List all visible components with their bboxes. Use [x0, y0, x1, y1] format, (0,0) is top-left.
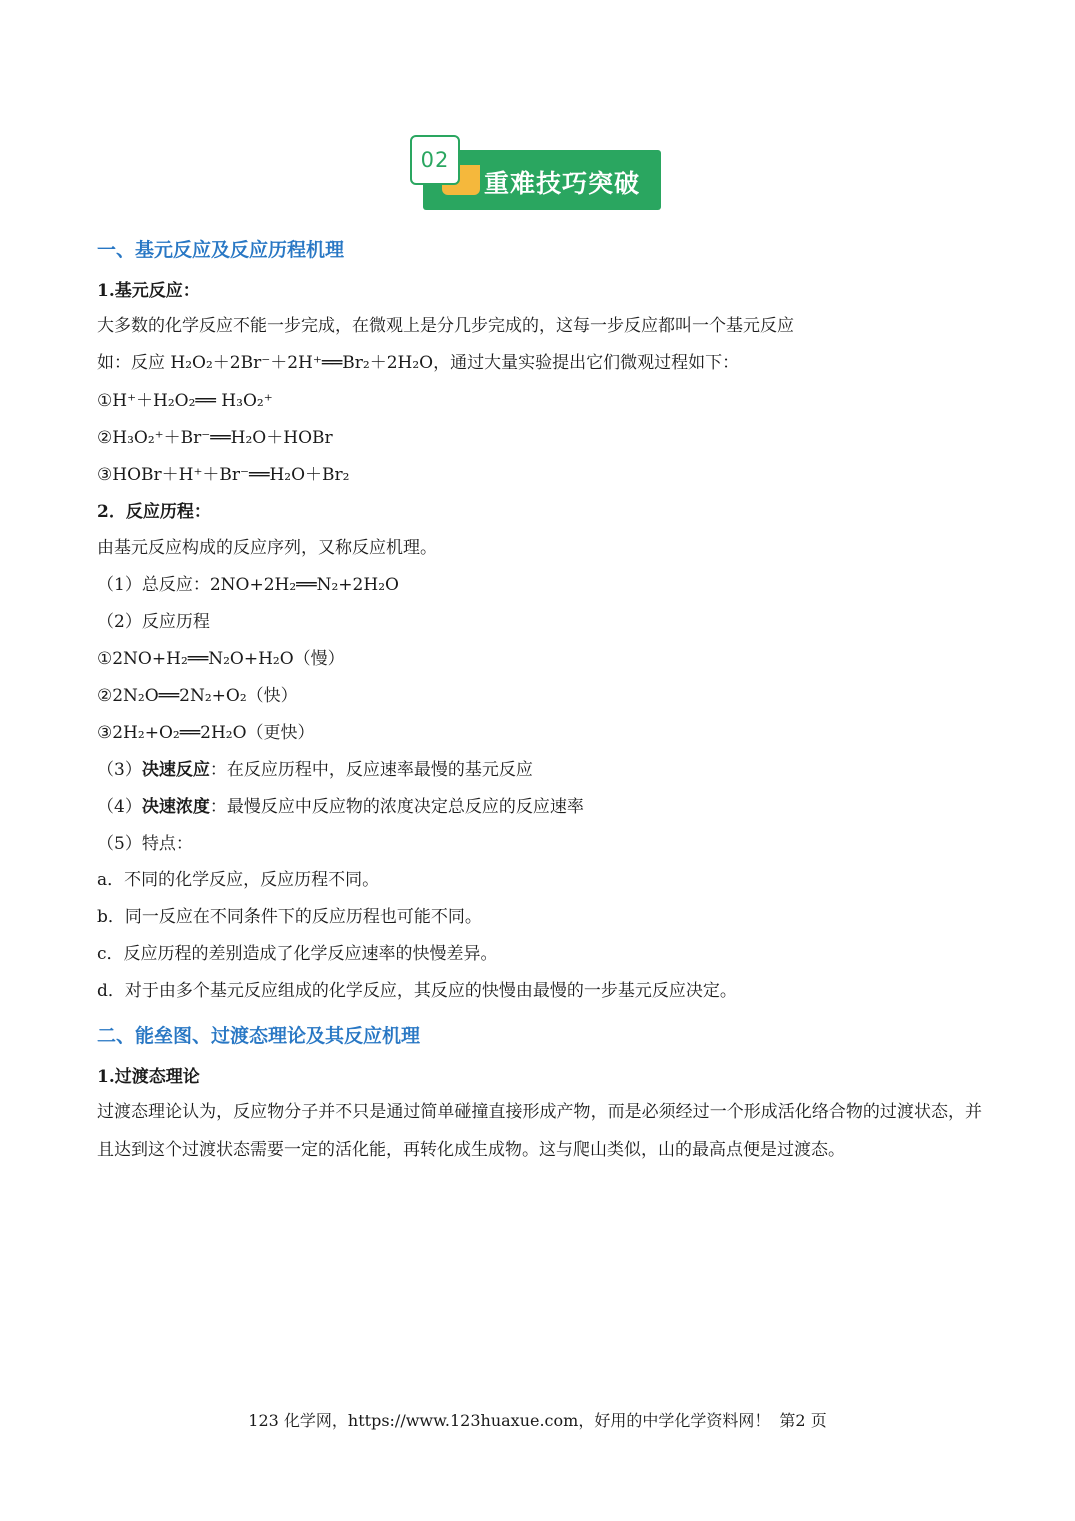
sub1-desc: 大多数的化学反应不能一步完成，在微观上是分几步完成的，这每一步反应都叫一个基元反应	[97, 316, 794, 336]
mechanism-step-3: ③2H₂+O₂══2H₂O（更快）	[97, 723, 315, 743]
sub2-title: 2．反应历程：	[97, 502, 211, 522]
feature-a: a．不同的化学反应，反应历程不同。	[97, 870, 380, 890]
item3-text: ：在反应历程中，反应速率最慢的基元反应	[209, 760, 533, 780]
footer-page-number: 第2 页	[779, 1411, 827, 1430]
section1-heading: 一、基元反应及反应历程机理	[97, 239, 345, 261]
section2-sub1-desc: 过渡态理论认为，反应物分子并不只是通过简单碰撞直接形成产物，而是必须经过一个形成活化络合物的过渡状态，并且达到这个过渡状态需要一定的活化能，再转化成生成物。这与爬山类似，山的最高点便是过渡态。	[97, 1102, 982, 1160]
item5-label: （5）特点：	[97, 834, 193, 854]
total-reaction: （1）总反应：2NO+2H₂══N₂+2H₂O	[97, 575, 399, 595]
feature-c: c．反应历程的差别造成了化学反应速率的快慢差异。	[97, 944, 498, 964]
mechanism-step-1: ①2NO+H₂══N₂O+H₂O（慢）	[97, 649, 345, 669]
elementary-step-1: ①H⁺＋H₂O₂══ H₃O₂⁺	[97, 391, 273, 411]
elementary-step-3: ③HOBr＋H⁺＋Br⁻══H₂O＋Br₂	[97, 465, 350, 485]
footer-site: 123 化学网，https://www.123huaxue.com，好用的中学化学资料网！	[248, 1411, 771, 1430]
sub1-example: 如：反应 H₂O₂＋2Br⁻＋2H⁺══Br₂＋2H₂O，通过大量实验提出它们微观过程如下：	[97, 353, 740, 373]
feature-b: b．同一反应在不同条件下的反应历程也可能不同。	[97, 907, 482, 927]
item4-label: （4）	[97, 797, 142, 817]
banner-title: 重难技巧突破	[484, 169, 641, 198]
item4-text: ：最慢反应中反应物的浓度决定总反应的反应速率	[209, 797, 584, 817]
item3-label: （3）	[97, 760, 142, 780]
mechanism-label: （2）反应历程	[97, 612, 210, 632]
page-footer	[0, 1408, 1075, 1431]
sub1-title: 1.基元反应：	[97, 281, 200, 301]
section-banner	[410, 135, 662, 211]
item4	[97, 796, 584, 818]
item3-term: 决速反应	[141, 760, 210, 780]
section2-heading: 二、能垒图、过渡态理论及其反应机理	[97, 1025, 421, 1047]
item3	[97, 759, 533, 781]
sub2-desc: 由基元反应构成的反应序列，又称反应机理。	[97, 538, 437, 558]
item4-term: 决速浓度	[141, 797, 210, 817]
section2-sub1-title: 1.过渡态理论	[97, 1067, 200, 1087]
mechanism-step-2: ②2N₂O══2N₂+O₂（快）	[97, 686, 298, 706]
banner-number: 02	[410, 135, 460, 185]
feature-d: d．对于由多个基元反应组成的化学反应，其反应的快慢由最慢的一步基元反应决定。	[97, 981, 737, 1001]
elementary-step-2: ②H₃O₂⁺＋Br⁻══H₂O＋HOBr	[97, 428, 333, 448]
